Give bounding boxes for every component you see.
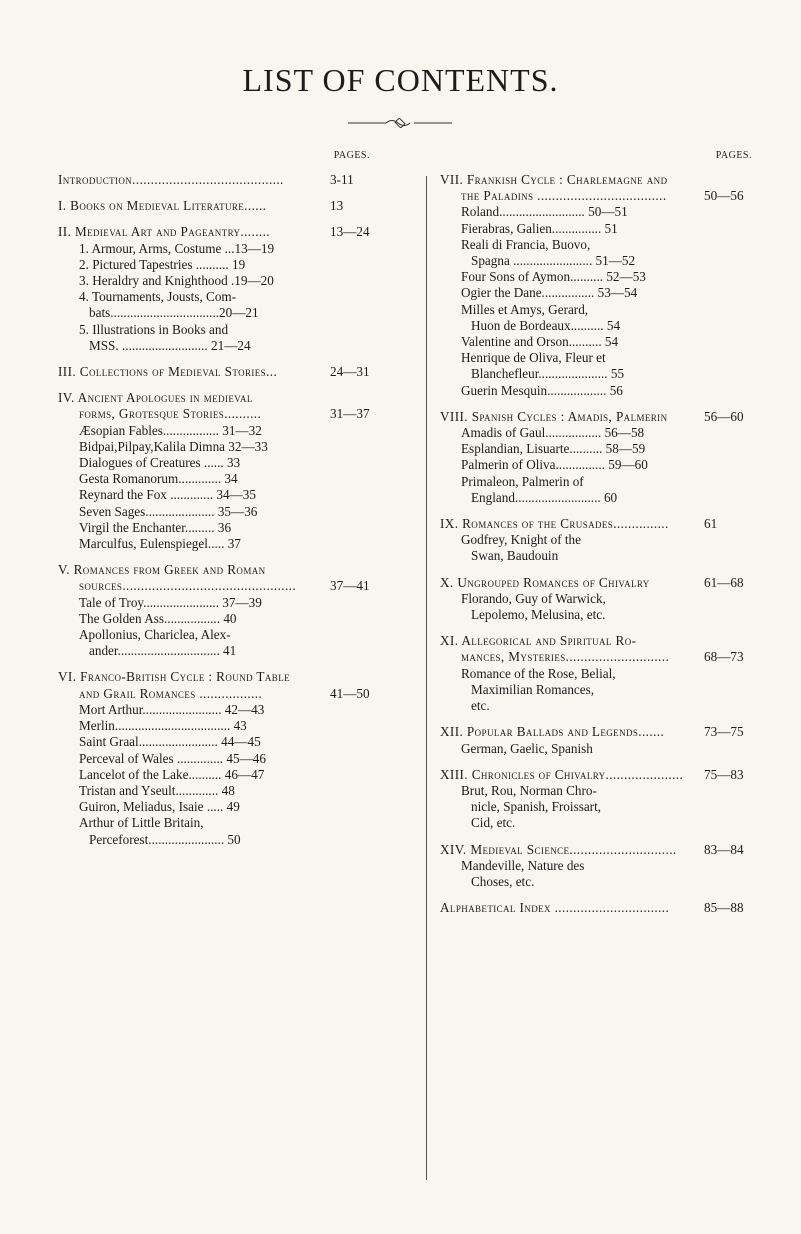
toc-entry	[58, 578, 388, 594]
toc-entry-title: 2. Pictured Tapestries .......... 19	[79, 256, 246, 272]
toc-entry	[440, 383, 760, 399]
toc-entry-title: Tristan and Yseult............. 48	[79, 782, 235, 798]
toc-entry-title: Marculfus, Eulenspiegel..... 37	[79, 536, 241, 552]
toc-entry-title: Roland.......................... 50—51	[461, 204, 628, 220]
toc-entry	[58, 751, 388, 767]
toc-entry-title: Lancelot of the Lake.......... 46—47	[79, 766, 265, 782]
toc-entry	[440, 457, 760, 473]
toc-entry	[440, 334, 760, 350]
toc-entry	[440, 366, 760, 382]
toc-entry-title: Brut, Rou, Norman Chro-	[461, 782, 597, 798]
toc-entry	[440, 900, 760, 916]
toc-entry	[440, 269, 760, 285]
toc-entry-title: mances, Mysteries............................	[461, 649, 670, 665]
toc-entry-pages: 50—56	[704, 188, 744, 204]
toc-entry-title: Primaleon, Palmerin of	[461, 473, 584, 489]
toc-entry	[58, 198, 388, 214]
toc-entry	[440, 474, 760, 490]
toc-entry-pages: 41—50	[330, 685, 370, 701]
toc-entry-title: 5. Illustrations in Books and	[79, 321, 229, 337]
toc-entry	[440, 741, 760, 757]
toc-entry	[440, 575, 760, 591]
toc-entry	[440, 874, 760, 890]
toc-entry	[58, 487, 388, 503]
toc-entry	[440, 172, 760, 188]
toc-entry	[58, 686, 388, 702]
toc-entry-title: Gesta Romanorum............. 34	[79, 471, 238, 487]
toc-entry-title: Fierabras, Galien............... 51	[461, 220, 618, 236]
toc-entry	[58, 338, 388, 354]
toc-entry-pages: 85—88	[704, 900, 744, 916]
toc-entry	[58, 390, 388, 406]
toc-entry	[440, 666, 760, 682]
toc-entry	[440, 799, 760, 815]
toc-entry-title: I. Books on Medieval Literature......	[58, 198, 267, 214]
toc-entry	[58, 669, 388, 685]
toc-entry	[58, 241, 388, 257]
toc-entry	[440, 698, 760, 714]
toc-entry	[58, 455, 388, 471]
toc-entry	[58, 783, 388, 799]
toc-entry-pages: 83—84	[704, 841, 744, 857]
toc-entry-title: forms, Grotesque Stories..........	[79, 406, 262, 422]
toc-entry-title: ander............................... 41	[89, 643, 237, 659]
toc-entry	[58, 322, 388, 338]
toc-entry-title: German, Gaelic, Spanish	[461, 740, 593, 756]
toc-entry-title: Æsopian Fables................. 31—32	[79, 422, 262, 438]
toc-entry	[58, 273, 388, 289]
toc-entry	[440, 285, 760, 301]
toc-entry-title: Virgil the Enchanter......... 36	[79, 519, 232, 535]
toc-entry-pages: 61	[704, 516, 718, 532]
toc-entry-title: XII. Popular Ballads and Legends.......	[440, 724, 665, 740]
toc-entry	[440, 221, 760, 237]
toc-entry	[440, 724, 760, 740]
toc-entry	[440, 490, 760, 506]
toc-entry-title: Blanchefleur..................... 55	[471, 366, 625, 382]
toc-entry	[440, 318, 760, 334]
pages-column-heading: PAGES.	[333, 150, 370, 161]
toc-entry-title: Four Sons of Aymon.......... 52—53	[461, 269, 646, 285]
toc-entry-title: IX. Romances of the Crusades...............	[440, 516, 669, 532]
toc-entry-title: Palmerin of Oliva............... 59—60	[461, 457, 648, 473]
toc-entry-pages: 75—83	[704, 766, 744, 782]
toc-entry-title: Spagna ........................ 51—52	[471, 253, 636, 269]
toc-entry-title: bats.................................20—21	[89, 305, 259, 321]
toc-entry-pages: 13	[330, 198, 344, 214]
toc-entry-title: England.......................... 60	[471, 489, 618, 505]
toc-entry	[440, 409, 760, 425]
toc-entry-title: The Golden Ass................. 40	[79, 610, 237, 626]
toc-entry-pages: 73—75	[704, 724, 744, 740]
toc-entry	[440, 767, 760, 783]
toc-entry	[440, 532, 760, 548]
toc-entry-title: Godfrey, Knight of the	[461, 532, 582, 548]
toc-entry-title: MSS. .......................... 21—24	[89, 337, 251, 353]
contents-right-column	[440, 148, 760, 916]
toc-entry	[440, 204, 760, 220]
toc-entry-title: etc.	[471, 698, 490, 714]
ornament-divider	[346, 118, 454, 128]
toc-entry-title: Huon de Bordeaux.......... 54	[471, 317, 621, 333]
toc-entry	[58, 520, 388, 536]
toc-entry-title: Merlin................................... 43	[79, 718, 247, 734]
toc-entry-title: Perceval of Wales .............. 45—46	[79, 750, 266, 766]
toc-entry-title: Reali di Francia, Buovo,	[461, 236, 591, 252]
toc-entry-pages: 37—41	[330, 578, 370, 594]
toc-entry	[58, 289, 388, 305]
toc-entry-title: VI. Franco-British Cycle : Round Table	[58, 669, 290, 685]
right-entries	[440, 172, 760, 916]
toc-entry-title: Swan, Baudouin	[471, 548, 559, 564]
toc-entry	[58, 815, 388, 831]
toc-entry	[440, 633, 760, 649]
toc-entry-title: Cid, etc.	[471, 815, 516, 831]
toc-entry	[58, 767, 388, 783]
toc-entry	[440, 237, 760, 253]
toc-entry-title: sources...............................................	[79, 578, 297, 594]
toc-entry-title: Romance of the Rose, Belial,	[461, 665, 616, 681]
toc-entry-title: Bidpai,Pilpay,Kalila Dimna 32—33	[79, 438, 268, 454]
toc-entry-title: 1. Armour, Arms, Costume ...13—19	[79, 240, 275, 256]
toc-entry-title: and Grail Romances .................	[79, 685, 263, 701]
toc-entry	[440, 607, 760, 623]
toc-entry-title: Arthur of Little Britain,	[79, 815, 204, 831]
toc-entry-pages: 13—24	[330, 224, 370, 240]
toc-entry-pages: 24—31	[330, 364, 370, 380]
toc-entry	[440, 815, 760, 831]
toc-entry	[58, 832, 388, 848]
pages-column-heading: PAGES.	[715, 150, 752, 161]
toc-entry	[440, 649, 760, 665]
toc-entry-title: Apollonius, Chariclea, Alex-	[79, 627, 231, 643]
toc-entry-pages: 61—68	[704, 574, 744, 590]
toc-entry	[58, 172, 388, 188]
toc-entry-title: Guiron, Meliadus, Isaie ..... 49	[79, 799, 240, 815]
toc-entry-title: Henrique de Oliva, Fleur et	[461, 350, 606, 366]
toc-entry	[58, 627, 388, 643]
toc-entry-title: 3. Heraldry and Knighthood .19—20	[79, 273, 274, 289]
toc-entry-title: nicle, Spanish, Froissart,	[471, 799, 602, 815]
page-title: LIST OF CONTENTS.	[242, 62, 559, 98]
toc-entry-title: Alphabetical Index ...............................	[440, 900, 670, 916]
toc-entry-title: Choses, etc.	[471, 873, 535, 889]
toc-entry-pages: 3-11	[330, 172, 354, 187]
toc-entry-pages: 68—73	[704, 649, 744, 665]
toc-entry-title: 4. Tournaments, Jousts, Com-	[79, 289, 237, 305]
toc-entry	[58, 406, 388, 422]
column-rule	[426, 176, 427, 1180]
toc-entry	[58, 423, 388, 439]
toc-entry	[440, 188, 760, 204]
toc-entry-title: VII. Frankish Cycle : Charlemagne and	[440, 172, 668, 187]
toc-entry	[58, 536, 388, 552]
toc-entry	[440, 842, 760, 858]
toc-entry	[58, 562, 388, 578]
toc-entry-title: Seven Sages..................... 35—36	[79, 503, 258, 519]
toc-entry-title: XI. Allegorical and Spiritual Ro-	[440, 633, 637, 649]
toc-entry	[58, 643, 388, 659]
toc-entry	[440, 441, 760, 457]
toc-entry-title: Milles et Amys, Gerard,	[461, 301, 589, 317]
toc-entry-title: Dialogues of Creatures ...... 33	[79, 455, 241, 471]
toc-entry-title: Guerin Mesquin.................. 56	[461, 382, 623, 398]
toc-entry-title: Mandeville, Nature des	[461, 857, 585, 873]
toc-entry-title: Tale of Troy....................... 37—39	[79, 594, 262, 610]
toc-entry-title: Maximilian Romances,	[471, 681, 595, 697]
toc-entry	[440, 516, 760, 532]
toc-entry-title: XIV. Medieval Science.............................	[440, 841, 677, 857]
toc-entry	[440, 425, 760, 441]
toc-entry	[58, 611, 388, 627]
toc-entry	[58, 439, 388, 455]
toc-entry-title: Ogier the Dane................ 53—54	[461, 285, 638, 301]
toc-entry-title: Mort Arthur........................ 42—43	[79, 701, 265, 717]
left-entries	[58, 172, 388, 848]
toc-entry	[440, 858, 760, 874]
toc-entry	[58, 504, 388, 520]
contents-left-column	[58, 148, 388, 848]
toc-entry	[58, 799, 388, 815]
toc-entry-title: Saint Graal........................ 44—45	[79, 734, 261, 750]
toc-entry-pages: 56—60	[704, 408, 744, 424]
toc-entry	[58, 471, 388, 487]
toc-entry-title: the Paladins ...................................	[461, 188, 667, 204]
toc-entry	[58, 702, 388, 718]
toc-entry-title: Lepolemo, Melusina, etc.	[471, 607, 606, 623]
toc-entry-title: IV. Ancient Apologues in medieval	[58, 390, 253, 406]
toc-entry-title: III. Collections of Medieval Stories...	[58, 364, 278, 380]
toc-entry-title: XIII. Chronicles of Chivalry.....................	[440, 766, 684, 782]
toc-entry-title: Reynard the Fox ............. 34—35	[79, 487, 256, 503]
toc-entry-title: Introduction.........................................	[58, 172, 284, 187]
toc-entry-title: Florando, Guy of Warwick,	[461, 590, 606, 606]
toc-entry	[440, 682, 760, 698]
toc-entry	[58, 595, 388, 611]
toc-entry	[440, 591, 760, 607]
toc-entry-title: Amadis of Gaul................. 56—58	[461, 425, 645, 441]
toc-entry	[58, 257, 388, 273]
toc-entry	[58, 734, 388, 750]
toc-entry	[58, 364, 388, 380]
toc-entry	[440, 302, 760, 318]
toc-entry-title: V. Romances from Greek and Roman	[58, 562, 266, 578]
toc-entry-title: II. Medieval Art and Pageantry........	[58, 224, 270, 240]
toc-entry	[440, 548, 760, 564]
toc-entry	[58, 305, 388, 321]
toc-entry	[440, 253, 760, 269]
toc-entry	[440, 783, 760, 799]
toc-entry	[440, 350, 760, 366]
toc-entry-title: Valentine and Orson.......... 54	[461, 334, 619, 350]
toc-entry-pages: 31—37	[330, 406, 370, 422]
toc-entry-title: Esplandian, Lisuarte.......... 58—59	[461, 441, 646, 457]
toc-entry-title: Perceforest....................... 50	[89, 831, 241, 847]
toc-entry	[58, 718, 388, 734]
toc-entry	[58, 224, 388, 240]
toc-entry-title: X. Ungrouped Romances of Chivalry	[440, 574, 650, 590]
toc-entry-title: VIII. Spanish Cycles : Amadis, Palmerin	[440, 408, 668, 424]
